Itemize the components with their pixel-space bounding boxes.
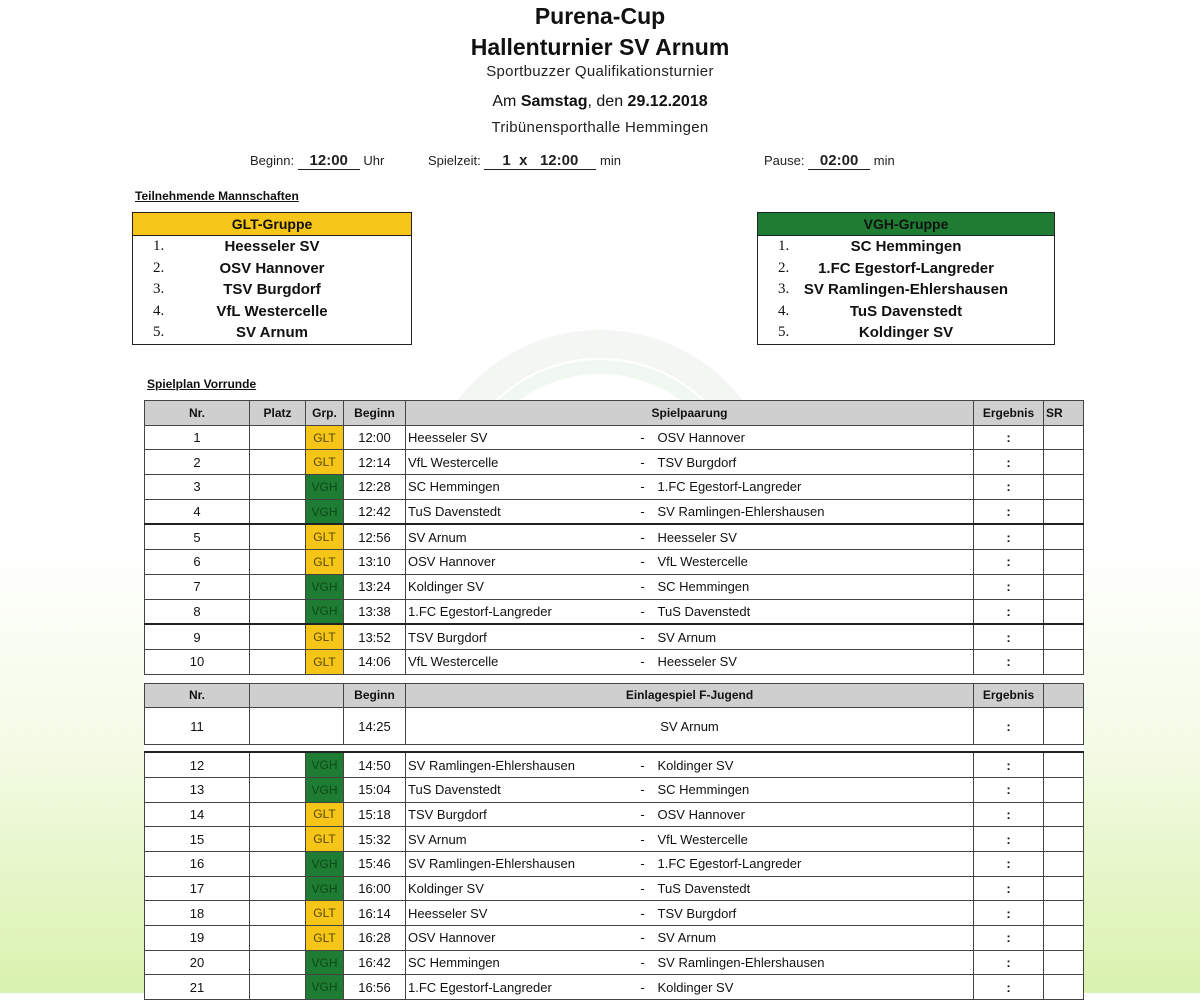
match-time: 12:28 — [344, 475, 406, 500]
match-result: : — [974, 524, 1044, 549]
match-group: GLT — [306, 802, 344, 827]
match-platz — [250, 599, 306, 624]
match-dash: - — [634, 475, 652, 500]
group-team-row — [133, 236, 411, 258]
match-platz — [250, 450, 306, 475]
match-group: VGH — [306, 475, 344, 500]
match-time: 14:06 — [344, 649, 406, 674]
header-grp: Grp. — [306, 401, 344, 426]
group-team-row — [758, 279, 1054, 301]
special-header-beginn: Beginn — [344, 683, 406, 708]
match-time: 15:32 — [344, 827, 406, 852]
table-spacer — [145, 745, 1084, 753]
special-header-nr: Nr. — [145, 683, 250, 708]
team-name: Koldinger SV — [858, 324, 954, 341]
match-dash: - — [634, 950, 652, 975]
match-away-team: TSV Burgdorf — [652, 450, 974, 475]
match-group: GLT — [306, 450, 344, 475]
match-time: 15:04 — [344, 777, 406, 802]
table-row — [145, 599, 1084, 624]
match-group: VGH — [306, 950, 344, 975]
match-home-team: SC Hemmingen — [406, 950, 634, 975]
match-home-team: Koldinger SV — [406, 574, 634, 599]
schedule-table — [144, 400, 1084, 1000]
match-number: 1 — [145, 425, 250, 450]
group-team-row — [758, 236, 1054, 258]
match-referee — [1044, 802, 1084, 827]
match-number: 7 — [145, 574, 250, 599]
group-team-row — [133, 301, 411, 323]
venue: Tribünensporthalle Hemmingen — [491, 119, 709, 136]
match-away-team: TuS Davenstedt — [652, 599, 974, 624]
match-referee — [1044, 450, 1084, 475]
match-away-team: SC Hemmingen — [652, 777, 974, 802]
match-number: 8 — [145, 599, 250, 624]
table-row — [145, 499, 1084, 524]
match-away-team: 1.FC Egestorf-Langreder — [652, 852, 974, 877]
match-home-team: TSV Burgdorf — [406, 624, 634, 649]
match-result: : — [974, 901, 1044, 926]
special-match-result: : — [974, 708, 1044, 745]
match-dash: - — [634, 499, 652, 524]
match-referee — [1044, 950, 1084, 975]
match-platz — [250, 624, 306, 649]
match-dash: - — [634, 752, 652, 777]
match-time: 12:14 — [344, 450, 406, 475]
match-platz — [250, 802, 306, 827]
group-team-row — [133, 322, 411, 344]
match-away-team: 1.FC Egestorf-Langreder — [652, 475, 974, 500]
match-home-team: Heesseler SV — [406, 425, 634, 450]
match-result: : — [974, 649, 1044, 674]
table-row — [145, 950, 1084, 975]
match-result: : — [974, 802, 1044, 827]
table-spacer — [145, 674, 1084, 683]
team-number: 1. — [778, 238, 790, 254]
match-time: 13:52 — [344, 624, 406, 649]
play-time: Spielzeit: 1 x 12:00 min — [428, 152, 621, 169]
match-result: : — [974, 499, 1044, 524]
match-platz — [250, 950, 306, 975]
table-row — [145, 827, 1084, 852]
table-row — [145, 926, 1084, 951]
match-group: VGH — [306, 777, 344, 802]
match-number: 18 — [145, 901, 250, 926]
match-dash: - — [634, 599, 652, 624]
match-result: : — [974, 926, 1044, 951]
match-result: : — [974, 950, 1044, 975]
match-platz — [250, 499, 306, 524]
match-dash: - — [634, 852, 652, 877]
match-platz — [250, 852, 306, 877]
table-row — [145, 876, 1084, 901]
group-team-row — [133, 279, 411, 301]
table-row — [145, 802, 1084, 827]
match-group: GLT — [306, 524, 344, 549]
match-away-team: Heesseler SV — [652, 649, 974, 674]
match-away-team: VfL Westercelle — [652, 827, 974, 852]
match-number: 19 — [145, 926, 250, 951]
match-number: 4 — [145, 499, 250, 524]
match-away-team: VfL Westercelle — [652, 550, 974, 575]
group-title: GLT-Gruppe — [133, 213, 411, 236]
table-row — [145, 852, 1084, 877]
table-row — [145, 425, 1084, 450]
header-ergebnis: Ergebnis — [974, 401, 1044, 426]
table-row — [145, 649, 1084, 674]
table-row — [145, 975, 1084, 1000]
header-beginn: Beginn — [344, 401, 406, 426]
header-platz: Platz — [250, 401, 306, 426]
match-referee — [1044, 425, 1084, 450]
match-dash: - — [634, 649, 652, 674]
match-referee — [1044, 876, 1084, 901]
match-away-team: TuS Davenstedt — [652, 876, 974, 901]
match-group: VGH — [306, 752, 344, 777]
match-time: 16:56 — [344, 975, 406, 1000]
match-home-team: TSV Burgdorf — [406, 802, 634, 827]
match-referee — [1044, 852, 1084, 877]
match-away-team: SV Arnum — [652, 926, 974, 951]
match-group: VGH — [306, 499, 344, 524]
match-group: GLT — [306, 624, 344, 649]
match-group: VGH — [306, 574, 344, 599]
match-result: : — [974, 624, 1044, 649]
start-time-value: 12:00 — [298, 152, 360, 170]
match-time: 12:42 — [344, 499, 406, 524]
title-line-2: Hallenturnier SV Arnum — [470, 34, 730, 60]
match-group: VGH — [306, 599, 344, 624]
match-referee — [1044, 649, 1084, 674]
match-platz — [250, 524, 306, 549]
match-result: : — [974, 550, 1044, 575]
special-match-time: 14:25 — [344, 708, 406, 745]
match-group: GLT — [306, 926, 344, 951]
match-dash: - — [634, 550, 652, 575]
match-referee — [1044, 926, 1084, 951]
group-box-glt — [132, 212, 412, 345]
match-platz — [250, 975, 306, 1000]
match-platz — [250, 550, 306, 575]
match-platz — [250, 901, 306, 926]
match-dash: - — [634, 624, 652, 649]
table-header-row — [145, 401, 1084, 426]
header-sr: SR — [1044, 401, 1084, 426]
match-number: 14 — [145, 802, 250, 827]
match-dash: - — [634, 450, 652, 475]
match-time: 16:00 — [344, 876, 406, 901]
subtitle: Sportbuzzer Qualifikationsturnier — [486, 63, 714, 80]
match-number: 10 — [145, 649, 250, 674]
team-name: SV Ramlingen-Ehlershausen — [803, 281, 1009, 298]
team-number: 3. — [153, 281, 165, 297]
team-number: 5. — [778, 324, 790, 340]
group-team-row — [758, 322, 1054, 344]
match-dash: - — [634, 524, 652, 549]
match-home-team: OSV Hannover — [406, 550, 634, 575]
title-line-1: Purena-Cup — [534, 3, 666, 29]
match-group: VGH — [306, 876, 344, 901]
match-dash: - — [634, 802, 652, 827]
match-away-team: Heesseler SV — [652, 524, 974, 549]
special-match-platz — [250, 708, 344, 745]
match-group: GLT — [306, 425, 344, 450]
match-referee — [1044, 901, 1084, 926]
match-home-team: 1.FC Egestorf-Langreder — [406, 975, 634, 1000]
table-row — [145, 550, 1084, 575]
table-row — [145, 624, 1084, 649]
match-dash: - — [634, 827, 652, 852]
match-home-team: Heesseler SV — [406, 901, 634, 926]
match-away-team: Koldinger SV — [652, 975, 974, 1000]
match-referee — [1044, 624, 1084, 649]
match-home-team: SV Ramlingen-Ehlershausen — [406, 852, 634, 877]
match-result: : — [974, 574, 1044, 599]
match-time: 16:14 — [344, 901, 406, 926]
match-referee — [1044, 975, 1084, 1000]
match-referee — [1044, 475, 1084, 500]
special-header-title: Einlagespiel F-Jugend — [406, 683, 974, 708]
match-number: 20 — [145, 950, 250, 975]
match-result: : — [974, 827, 1044, 852]
team-name: OSV Hannover — [219, 259, 325, 277]
match-time: 15:18 — [344, 802, 406, 827]
match-dash: - — [634, 926, 652, 951]
match-home-team: TuS Davenstedt — [406, 499, 634, 524]
match-home-team: 1.FC Egestorf-Langreder — [406, 599, 634, 624]
table-row — [145, 752, 1084, 777]
match-away-team: SV Ramlingen-Ehlershausen — [652, 499, 974, 524]
play-time-value: 1 x 12:00 — [484, 152, 596, 170]
match-result: : — [974, 599, 1044, 624]
match-platz — [250, 425, 306, 450]
match-away-team: Koldinger SV — [652, 752, 974, 777]
team-name: TuS Davenstedt — [849, 302, 963, 320]
header-spielpaarung: Spielpaarung — [406, 401, 974, 426]
match-dash: - — [634, 975, 652, 1000]
match-result: : — [974, 450, 1044, 475]
team-number: 4. — [153, 302, 165, 319]
special-match-referee — [1044, 708, 1084, 745]
schedule-label: Spielplan Vorrunde — [147, 377, 257, 391]
match-time: 12:56 — [344, 524, 406, 549]
match-dash: - — [634, 876, 652, 901]
match-result: : — [974, 752, 1044, 777]
match-group: VGH — [306, 852, 344, 877]
team-number: 4. — [778, 302, 790, 319]
pause-time: Pause: 02:00 min — [764, 152, 895, 169]
match-number: 9 — [145, 624, 250, 649]
team-name: Heesseler SV — [224, 238, 320, 255]
special-header-row — [145, 683, 1084, 708]
match-home-team: OSV Hannover — [406, 926, 634, 951]
team-number: 3. — [778, 281, 790, 297]
table-row — [145, 574, 1084, 599]
match-home-team: TuS Davenstedt — [406, 777, 634, 802]
match-result: : — [974, 975, 1044, 1000]
teams-label: Teilnehmende Mannschaften — [135, 189, 299, 203]
match-number: 5 — [145, 524, 250, 549]
match-home-team: SC Hemmingen — [406, 475, 634, 500]
match-away-team: OSV Hannover — [652, 802, 974, 827]
team-name: SV Arnum — [236, 324, 308, 341]
special-header-blank — [250, 683, 344, 708]
match-number: 3 — [145, 475, 250, 500]
match-result: : — [974, 876, 1044, 901]
date-day: Samstag — [520, 93, 588, 110]
match-dash: - — [634, 777, 652, 802]
match-platz — [250, 777, 306, 802]
table-row — [145, 524, 1084, 549]
match-group: GLT — [306, 901, 344, 926]
match-home-team: SV Arnum — [406, 524, 634, 549]
match-away-team: SV Arnum — [652, 624, 974, 649]
special-header-ergebnis: Ergebnis — [974, 683, 1044, 708]
match-platz — [250, 649, 306, 674]
match-referee — [1044, 752, 1084, 777]
date-value: 29.12.2018 — [627, 93, 708, 110]
match-group: GLT — [306, 827, 344, 852]
match-time: 12:00 — [344, 425, 406, 450]
match-platz — [250, 475, 306, 500]
table-row — [145, 777, 1084, 802]
match-dash: - — [634, 901, 652, 926]
match-time: 16:28 — [344, 926, 406, 951]
table-row — [145, 901, 1084, 926]
match-group: GLT — [306, 550, 344, 575]
group-team-row — [758, 301, 1054, 323]
start-time: Beginn: 12:00 Uhr — [250, 152, 385, 169]
match-number: 12 — [145, 752, 250, 777]
match-away-team: SC Hemmingen — [652, 574, 974, 599]
group-title: VGH-Gruppe — [758, 213, 1054, 236]
match-number: 15 — [145, 827, 250, 852]
match-referee — [1044, 499, 1084, 524]
match-referee — [1044, 524, 1084, 549]
match-time: 13:38 — [344, 599, 406, 624]
header-nr: Nr. — [145, 401, 250, 426]
match-away-team: TSV Burgdorf — [652, 901, 974, 926]
team-number: 5. — [153, 324, 165, 340]
match-platz — [250, 752, 306, 777]
match-home-team: SV Arnum — [406, 827, 634, 852]
match-time: 13:24 — [344, 574, 406, 599]
spacer-cell — [145, 674, 1084, 683]
special-match-row — [145, 708, 1084, 745]
match-referee — [1044, 599, 1084, 624]
team-name: SC Hemmingen — [850, 238, 962, 255]
match-away-team: SV Ramlingen-Ehlershausen — [652, 950, 974, 975]
group-box-vgh — [757, 212, 1055, 345]
special-match-team: SV Arnum — [406, 708, 974, 745]
match-home-team: VfL Westercelle — [406, 450, 634, 475]
table-row — [145, 475, 1084, 500]
team-number: 2. — [153, 259, 165, 276]
match-dash: - — [634, 574, 652, 599]
match-time: 15:46 — [344, 852, 406, 877]
match-home-team: Koldinger SV — [406, 876, 634, 901]
match-number: 21 — [145, 975, 250, 1000]
match-home-team: VfL Westercelle — [406, 649, 634, 674]
special-match-number: 11 — [145, 708, 250, 745]
match-dash: - — [634, 425, 652, 450]
team-name: TSV Burgdorf — [223, 281, 321, 298]
match-result: : — [974, 852, 1044, 877]
match-group: GLT — [306, 649, 344, 674]
match-result: : — [974, 425, 1044, 450]
match-number: 17 — [145, 876, 250, 901]
match-platz — [250, 876, 306, 901]
match-number: 13 — [145, 777, 250, 802]
match-number: 16 — [145, 852, 250, 877]
match-away-team: OSV Hannover — [652, 425, 974, 450]
match-platz — [250, 827, 306, 852]
match-platz — [250, 926, 306, 951]
match-number: 6 — [145, 550, 250, 575]
match-number: 2 — [145, 450, 250, 475]
match-referee — [1044, 550, 1084, 575]
match-result: : — [974, 777, 1044, 802]
match-group: VGH — [306, 975, 344, 1000]
team-number: 2. — [778, 259, 790, 276]
table-row — [145, 450, 1084, 475]
match-time: 14:50 — [344, 752, 406, 777]
pause-time-value: 02:00 — [808, 152, 870, 170]
team-number: 1. — [153, 238, 165, 254]
date-line: Am Samstag, den 29.12.2018 — [492, 93, 708, 110]
team-name: 1.FC Egestorf-Langreder — [818, 259, 994, 277]
group-team-row — [758, 258, 1054, 280]
group-team-row — [133, 258, 411, 280]
match-time: 13:10 — [344, 550, 406, 575]
match-time: 16:42 — [344, 950, 406, 975]
match-referee — [1044, 574, 1084, 599]
match-home-team: SV Ramlingen-Ehlershausen — [406, 752, 634, 777]
match-result: : — [974, 475, 1044, 500]
special-header-sr — [1044, 683, 1084, 708]
match-referee — [1044, 777, 1084, 802]
team-name: VfL Westercelle — [216, 302, 328, 320]
match-referee — [1044, 827, 1084, 852]
spacer-cell — [145, 745, 1084, 753]
match-platz — [250, 574, 306, 599]
